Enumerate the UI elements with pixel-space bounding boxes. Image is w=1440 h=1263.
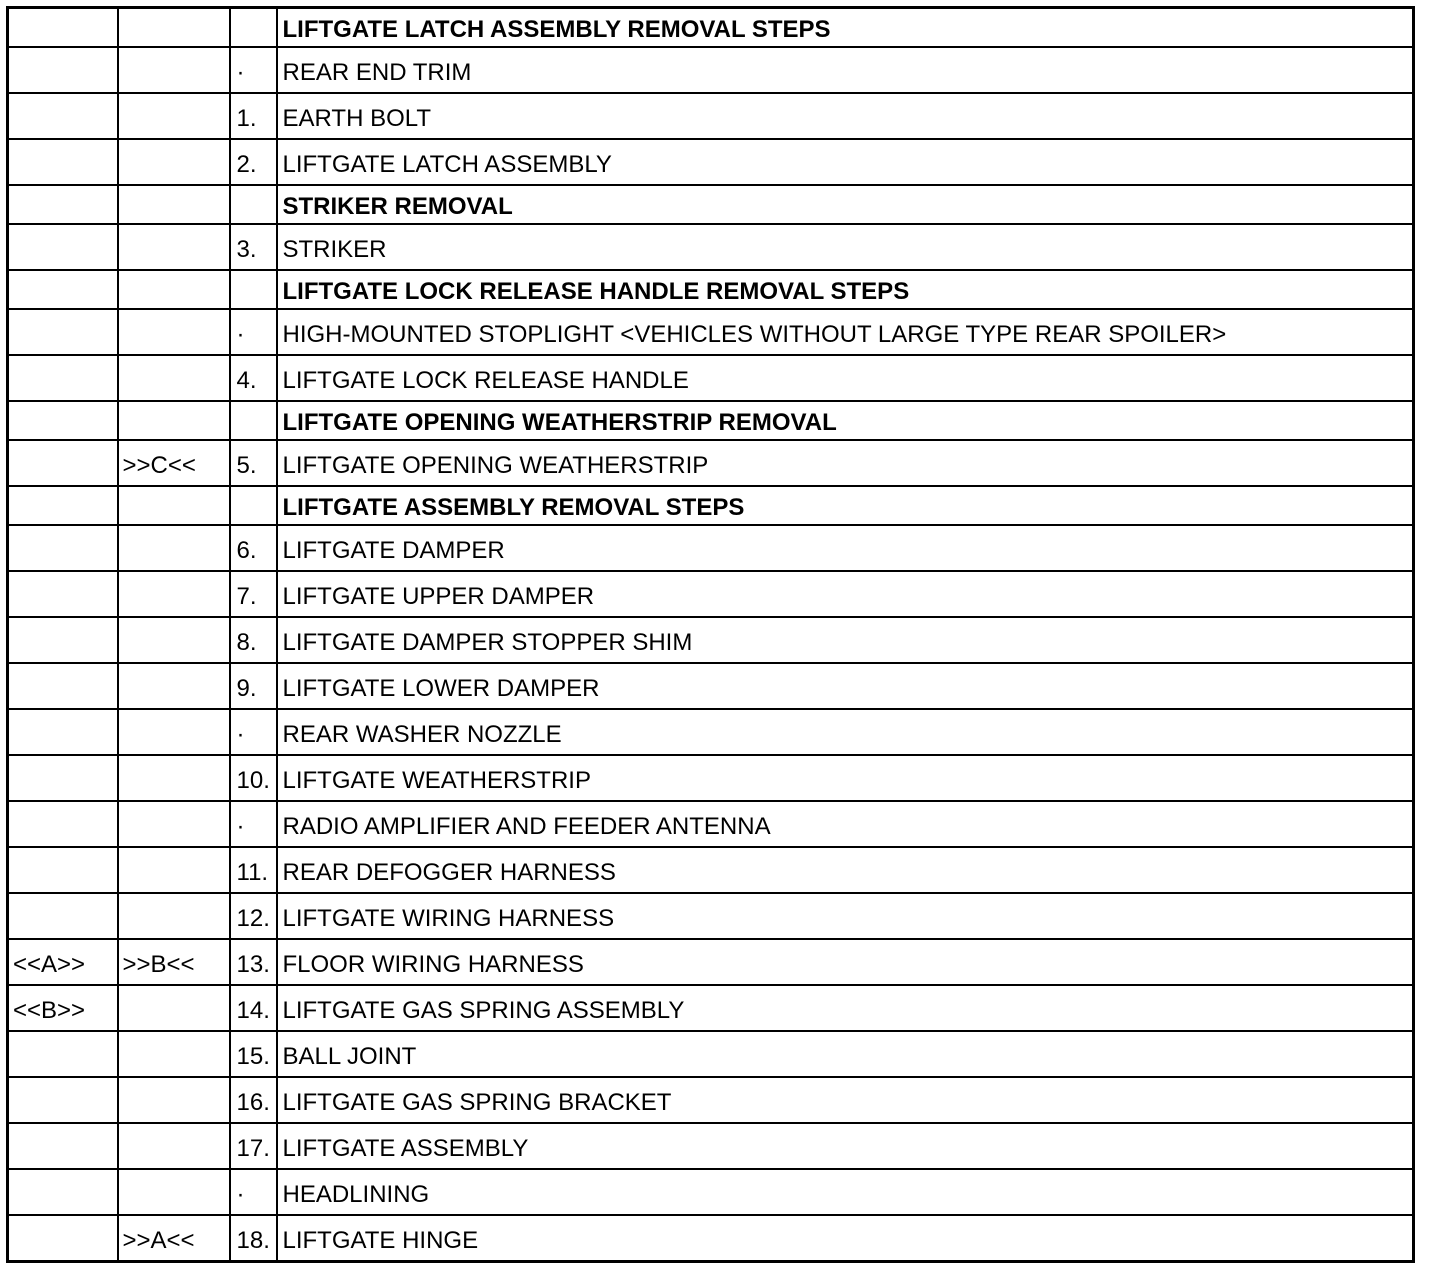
step-number: · [230,309,277,355]
removal-service-point [118,1123,230,1169]
installation-service-point [8,1215,118,1262]
removal-service-point [118,270,230,309]
step-description: LIFTGATE HINGE [277,1215,1414,1262]
installation-service-point [8,663,118,709]
removal-service-point [118,847,230,893]
removal-service-point [118,1169,230,1215]
step-description: LIFTGATE UPPER DAMPER [277,571,1414,617]
step-description: LIFTGATE OPENING WEATHERSTRIP [277,440,1414,486]
installation-service-point [8,309,118,355]
step-number: 14. [230,985,277,1031]
section-heading-row [8,185,1414,224]
installation-service-point [8,355,118,401]
installation-service-point [8,47,118,93]
step-number: 16. [230,1077,277,1123]
installation-service-point [8,893,118,939]
step-number: 1. [230,93,277,139]
step-description: LIFTGATE LATCH ASSEMBLY [277,139,1414,185]
installation-service-point [8,1077,118,1123]
installation-service-point [8,571,118,617]
table-row [8,893,1414,939]
removal-service-point [118,709,230,755]
step-number: 10. [230,755,277,801]
section-heading: STRIKER REMOVAL [277,185,1414,224]
step-description: REAR DEFOGGER HARNESS [277,847,1414,893]
installation-service-point [8,8,118,48]
installation-service-point [8,185,118,224]
installation-service-point [8,709,118,755]
installation-service-point [8,486,118,525]
installation-service-point [8,270,118,309]
table-row [8,571,1414,617]
table-row [8,355,1414,401]
step-description: LIFTGATE GAS SPRING ASSEMBLY [277,985,1414,1031]
step-description: EARTH BOLT [277,93,1414,139]
table-row [8,1215,1414,1262]
removal-service-point [118,8,230,48]
step-description: REAR WASHER NOZZLE [277,709,1414,755]
removal-service-point [118,893,230,939]
removal-service-point: >>C<< [118,440,230,486]
removal-service-point [118,355,230,401]
step-number: 6. [230,525,277,571]
step-description: LIFTGATE ASSEMBLY [277,1123,1414,1169]
table-row [8,663,1414,709]
step-number: 4. [230,355,277,401]
removal-service-point [118,1077,230,1123]
step-number: · [230,47,277,93]
installation-service-point [8,139,118,185]
step-number: 5. [230,440,277,486]
removal-steps-table [6,6,1415,1263]
removal-service-point [118,486,230,525]
step-description: HIGH-MOUNTED STOPLIGHT <VEHICLES WITHOUT LARGE TYPE REAR SPOILER> [277,309,1414,355]
installation-service-point [8,755,118,801]
step-number [230,401,277,440]
installation-service-point [8,617,118,663]
installation-service-point [8,93,118,139]
table-row [8,224,1414,270]
table-row [8,47,1414,93]
removal-service-point: >>B<< [118,939,230,985]
table-row [8,939,1414,985]
step-number: 12. [230,893,277,939]
step-number [230,185,277,224]
installation-service-point [8,1123,118,1169]
table-row [8,801,1414,847]
table-row [8,1077,1414,1123]
step-number: 13. [230,939,277,985]
step-description: LIFTGATE WIRING HARNESS [277,893,1414,939]
section-heading: LIFTGATE LOCK RELEASE HANDLE REMOVAL STEPS [277,270,1414,309]
table-row [8,709,1414,755]
step-description: LIFTGATE DAMPER [277,525,1414,571]
step-description: RADIO AMPLIFIER AND FEEDER ANTENNA [277,801,1414,847]
installation-service-point [8,525,118,571]
table-row [8,1031,1414,1077]
table-row [8,847,1414,893]
table-row [8,1169,1414,1215]
section-heading: LIFTGATE LATCH ASSEMBLY REMOVAL STEPS [277,8,1414,48]
step-number: 15. [230,1031,277,1077]
section-heading-row [8,270,1414,309]
step-description: LIFTGATE GAS SPRING BRACKET [277,1077,1414,1123]
step-description: REAR END TRIM [277,47,1414,93]
installation-service-point [8,224,118,270]
installation-service-point: <<B>> [8,985,118,1031]
removal-service-point [118,93,230,139]
installation-service-point [8,1031,118,1077]
installation-service-point [8,440,118,486]
removal-service-point [118,571,230,617]
installation-service-point [8,847,118,893]
step-description: LIFTGATE WEATHERSTRIP [277,755,1414,801]
removal-service-point [118,224,230,270]
step-number: · [230,709,277,755]
section-heading-row [8,486,1414,525]
table-row [8,440,1414,486]
table-row [8,617,1414,663]
removal-service-point [118,185,230,224]
table-row [8,309,1414,355]
step-description: LIFTGATE DAMPER STOPPER SHIM [277,617,1414,663]
step-number [230,486,277,525]
removal-service-point [118,309,230,355]
table-body [8,8,1414,1262]
removal-service-point [118,801,230,847]
step-description: LIFTGATE LOWER DAMPER [277,663,1414,709]
table-row [8,985,1414,1031]
removal-service-point [118,1031,230,1077]
removal-service-point [118,985,230,1031]
section-heading: LIFTGATE OPENING WEATHERSTRIP REMOVAL [277,401,1414,440]
step-description: HEADLINING [277,1169,1414,1215]
removal-service-point [118,663,230,709]
step-description: BALL JOINT [277,1031,1414,1077]
installation-service-point [8,401,118,440]
step-number: · [230,1169,277,1215]
step-number: 11. [230,847,277,893]
table-row [8,525,1414,571]
removal-service-point [118,755,230,801]
step-number: 17. [230,1123,277,1169]
step-number: 18. [230,1215,277,1262]
step-description: FLOOR WIRING HARNESS [277,939,1414,985]
step-number: · [230,801,277,847]
installation-service-point: <<A>> [8,939,118,985]
removal-service-point: >>A<< [118,1215,230,1262]
removal-service-point [118,525,230,571]
step-number: 3. [230,224,277,270]
step-number: 2. [230,139,277,185]
removal-service-point [118,617,230,663]
step-number: 7. [230,571,277,617]
table-row [8,139,1414,185]
step-number [230,8,277,48]
table-row [8,1123,1414,1169]
removal-service-point [118,47,230,93]
section-heading-row [8,8,1414,48]
step-number: 9. [230,663,277,709]
installation-service-point [8,801,118,847]
section-heading-row [8,401,1414,440]
table-row [8,755,1414,801]
removal-service-point [118,139,230,185]
installation-service-point [8,1169,118,1215]
section-heading: LIFTGATE ASSEMBLY REMOVAL STEPS [277,486,1414,525]
step-description: LIFTGATE LOCK RELEASE HANDLE [277,355,1414,401]
step-number: 8. [230,617,277,663]
step-description: STRIKER [277,224,1414,270]
removal-service-point [118,401,230,440]
table-row [8,93,1414,139]
step-number [230,270,277,309]
